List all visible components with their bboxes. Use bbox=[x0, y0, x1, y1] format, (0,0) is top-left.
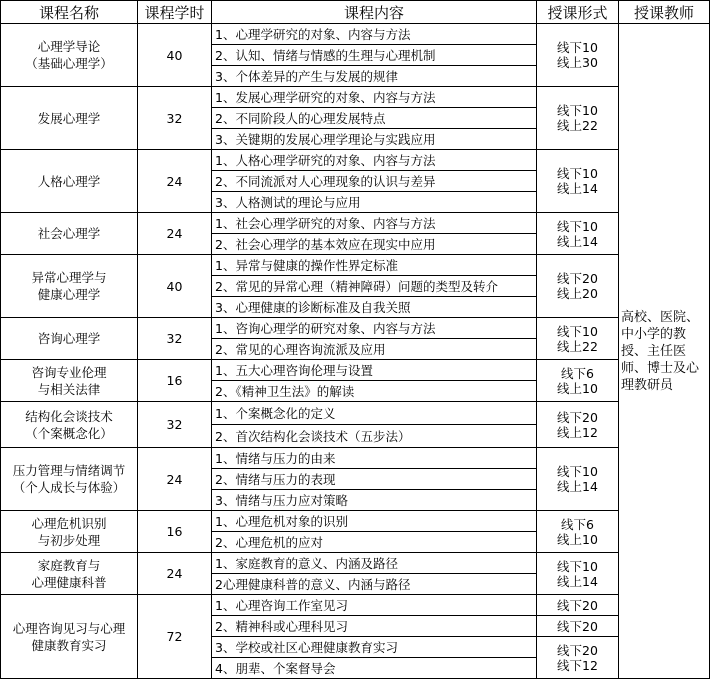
teaching-form: 线下10 线上14 bbox=[537, 213, 619, 255]
teaching-form: 线下10 线上14 bbox=[537, 553, 619, 595]
course-content-item: 1、人格心理学研究的对象、内容与方法 bbox=[212, 150, 537, 171]
course-content-item: 1、情绪与压力的由来 bbox=[212, 448, 537, 469]
course-content-item: 3、关键期的发展心理学理论与实践应用 bbox=[212, 129, 537, 150]
course-content-item: 1、咨询心理学的研究对象、内容与方法 bbox=[212, 318, 537, 339]
course-content-item: 1、发展心理学研究的对象、内容与方法 bbox=[212, 87, 537, 108]
course-content-item: 2、不同阶段人的心理发展特点 bbox=[212, 108, 537, 129]
header-course-hours: 课程学时 bbox=[138, 1, 212, 24]
course-hours: 72 bbox=[138, 595, 212, 679]
course-content-item: 4、朋辈、个案督导会 bbox=[212, 658, 537, 679]
header-teaching-form: 授课形式 bbox=[537, 1, 619, 24]
course-content-item: 3、个体差异的产生与发展的规律 bbox=[212, 66, 537, 87]
course-name: 发展心理学 bbox=[1, 87, 138, 150]
course-hours: 24 bbox=[138, 553, 212, 595]
teaching-form: 线下20 线下12 bbox=[537, 637, 619, 679]
table-row bbox=[1, 255, 710, 276]
course-name: 心理学导论 （基础心理学） bbox=[1, 24, 138, 87]
course-content-item: 2、首次结构化会谈技术（五步法） bbox=[212, 425, 537, 448]
header-row bbox=[1, 1, 710, 24]
course-content-item: 2、常见的心理咨询流派及应用 bbox=[212, 339, 537, 360]
table-row bbox=[1, 448, 710, 469]
course-content-item: 1、个案概念化的定义 bbox=[212, 402, 537, 425]
header-course-name: 课程名称 bbox=[1, 1, 138, 24]
course-content-item: 2心理健康科普的意义、内涵与路径 bbox=[212, 574, 537, 595]
course-hours: 16 bbox=[138, 511, 212, 553]
teaching-form: 线下20 线上12 bbox=[537, 402, 619, 448]
course-name: 咨询心理学 bbox=[1, 318, 138, 360]
course-content-item: 1、心理学研究的对象、内容与方法 bbox=[212, 24, 537, 45]
teaching-form: 线下6 线上10 bbox=[537, 511, 619, 553]
course-hours: 40 bbox=[138, 255, 212, 318]
table-row bbox=[1, 318, 710, 339]
course-content-item: 1、五大心理咨询伦理与设置 bbox=[212, 360, 537, 381]
course-content-item: 2、不同流派对人心理现象的认识与差异 bbox=[212, 171, 537, 192]
course-content-item: 2、心理危机的应对 bbox=[212, 532, 537, 553]
course-name: 心理咨询见习与心理 健康教育实习 bbox=[1, 595, 138, 679]
course-hours: 32 bbox=[138, 318, 212, 360]
course-hours: 32 bbox=[138, 402, 212, 448]
table-row bbox=[1, 511, 710, 532]
teaching-form: 线下10 线上14 bbox=[537, 448, 619, 511]
course-content-item: 2、精神科或心理科见习 bbox=[212, 616, 537, 637]
table-row bbox=[1, 213, 710, 234]
course-name: 心理危机识别 与初步处理 bbox=[1, 511, 138, 553]
course-content-item: 3、人格测试的理论与应用 bbox=[212, 192, 537, 213]
course-hours: 32 bbox=[138, 87, 212, 150]
course-name: 社会心理学 bbox=[1, 213, 138, 255]
course-content-item: 2、社会心理学的基本效应在现实中应用 bbox=[212, 234, 537, 255]
teaching-form: 线下10 线上30 bbox=[537, 24, 619, 87]
course-name: 人格心理学 bbox=[1, 150, 138, 213]
course-content-item: 2、《精神卫生法》的解读 bbox=[212, 381, 537, 402]
course-hours: 24 bbox=[138, 213, 212, 255]
course-name: 异常心理学与 健康心理学 bbox=[1, 255, 138, 318]
teaching-form: 线下20 bbox=[537, 616, 619, 637]
table-row bbox=[1, 402, 710, 425]
header-teacher: 授课教师 bbox=[619, 1, 710, 24]
teaching-form: 线下20 bbox=[537, 595, 619, 616]
course-content-item: 3、学校或社区心理健康教育实习 bbox=[212, 637, 537, 658]
course-content-item: 1、心理咨询工作室见习 bbox=[212, 595, 537, 616]
teacher-info: 高校、医院、中小学的教授、主任医师、博士及心理教研员 bbox=[619, 24, 710, 679]
table-row bbox=[1, 595, 710, 616]
table-row bbox=[1, 87, 710, 108]
course-name: 压力管理与情绪调节 （个人成长与体验） bbox=[1, 448, 138, 511]
course-content-item: 3、心理健康的诊断标准及自我关照 bbox=[212, 297, 537, 318]
course-content-item: 2、认知、情绪与情感的生理与心理机制 bbox=[212, 45, 537, 66]
course-hours: 16 bbox=[138, 360, 212, 402]
course-content-item: 2、常见的异常心理（精神障碍）问题的类型及转介 bbox=[212, 276, 537, 297]
teaching-form: 线下10 线上22 bbox=[537, 87, 619, 150]
course-hours: 24 bbox=[138, 448, 212, 511]
course-content-item: 1、异常与健康的操作性界定标准 bbox=[212, 255, 537, 276]
header-course-content: 课程内容 bbox=[212, 1, 537, 24]
course-content-item: 1、社会心理学研究的对象、内容与方法 bbox=[212, 213, 537, 234]
course-content-item: 1、家庭教育的意义、内涵及路径 bbox=[212, 553, 537, 574]
course-content-item: 1、心理危机对象的识别 bbox=[212, 511, 537, 532]
course-name: 家庭教育与 心理健康科普 bbox=[1, 553, 138, 595]
course-name: 结构化会谈技术 （个案概念化） bbox=[1, 402, 138, 448]
course-content-item: 3、情绪与压力应对策略 bbox=[212, 490, 537, 511]
course-hours: 40 bbox=[138, 24, 212, 87]
teaching-form: 线下10 线上22 bbox=[537, 318, 619, 360]
teaching-form: 线下6 线上10 bbox=[537, 360, 619, 402]
teaching-form: 线下10 线上14 bbox=[537, 150, 619, 213]
course-name: 咨询专业伦理 与相关法律 bbox=[1, 360, 138, 402]
table-row bbox=[1, 150, 710, 171]
table-row bbox=[1, 24, 710, 45]
course-content-item: 2、情绪与压力的表现 bbox=[212, 469, 537, 490]
course-hours: 24 bbox=[138, 150, 212, 213]
table-row bbox=[1, 553, 710, 574]
table-row bbox=[1, 360, 710, 381]
teaching-form: 线下20 线上20 bbox=[537, 255, 619, 318]
